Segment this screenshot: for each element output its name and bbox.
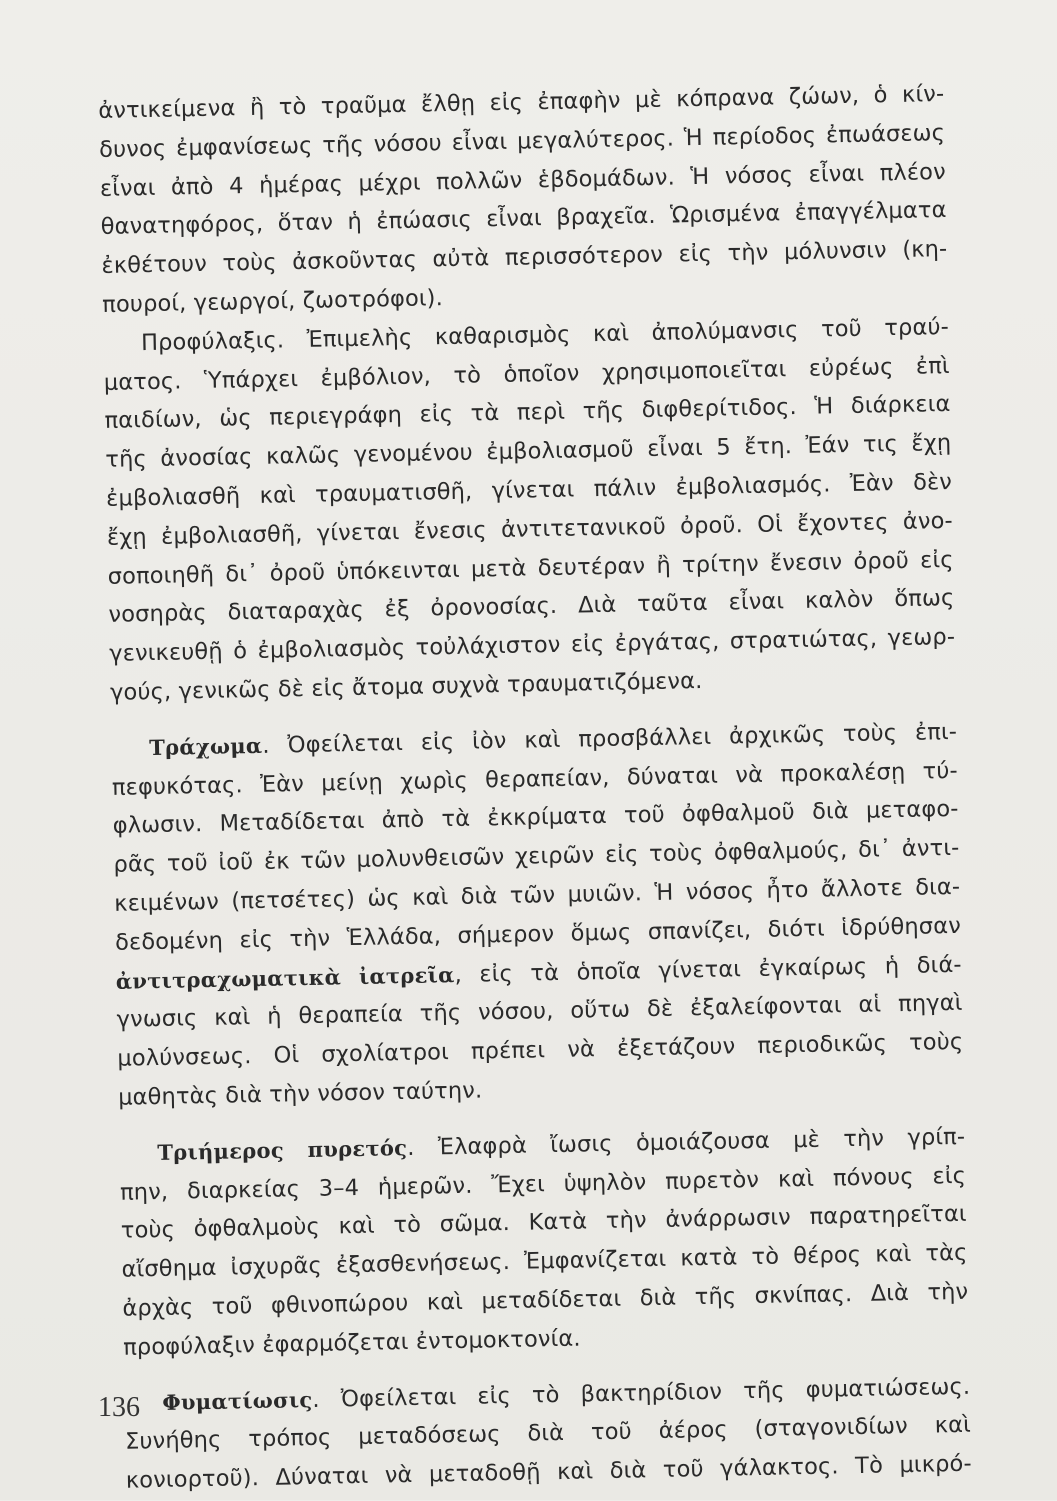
- text-run: τῆς ἀνοσίας καλῶς γενομένου ἐμβολιασμοῦ εἶναι 5 ἔτη. Ἐάν τις ἔχῃ: [105, 430, 952, 474]
- text-run: δεδομένη εἰς τὴν Ἑλλάδα, σήμερον ὅμως σπανίζει, διότι ἱδρύθησαν: [114, 912, 962, 956]
- text-run: τοὺς ὀφθαλμοὺς καὶ τὸ σῶμα. Κατὰ τὴν ἀνάρρωσιν παρατηρεῖται: [120, 1201, 967, 1245]
- text-run: ματος. Ὑπάρχει ἐμβόλιον, τὸ ὁποῖον χρησιμοποιεῖται εὐρέως ἐπὶ: [103, 352, 950, 396]
- section-heading: Τράχωμα: [148, 732, 263, 760]
- text-run: ἐμβολιασθῆ καὶ τραυματισθῆ, γίνεται πάλιν ἐμβολιασμός. Ἐὰν δὲν: [105, 468, 953, 512]
- text-run: μολύνσεως. Οἱ σχολίατροι πρέπει νὰ ἐξετάζουν περιοδικῶς τοὺς: [117, 1028, 964, 1072]
- text-run: προφύλαξιν ἐφαρμόζεται ἐντομοκτονία.: [122, 1325, 581, 1361]
- text-run: φλωσιν. Μεταδίδεται ἀπὸ τὰ ἐκκρίματα τοῦ ὀφθαλμοῦ διὰ μεταφο-: [112, 796, 959, 840]
- text-run: , εἰς τὰ ὁποῖα γίνεται ἐγκαίρως ἡ διά-: [454, 951, 962, 988]
- text-run: ρᾶς τοῦ ἰοῦ ἐκ τῶν μολυνθεισῶν χειρῶν εἰς τοὺς ὀφθαλμούς, δι᾽ ἀντι-: [113, 835, 960, 878]
- text-run: κονιορτοῦ). Δύναται νὰ μεταδοθῇ καὶ διὰ τοῦ γάλακτος. Τὸ μικρό-: [125, 1450, 972, 1494]
- section-heading: Φυματίωσις: [162, 1386, 313, 1415]
- text-run: . Ὀφείλεται εἰς τὸ βακτηρίδιον τῆς φυματιώσεως.: [312, 1373, 971, 1413]
- text-run: παιδίων, ὡς περιεγράφη εἰς τὰ περὶ τῆς διφθερίτιδος. Ἡ διάρκεια: [104, 391, 951, 435]
- text-run: πην, διαρκείας 3–4 ἡμερῶν. Ἔχει ὑψηλὸν πυρετὸν καὶ πόνους εἰς: [119, 1162, 967, 1206]
- text-run: γούς, γενικῶς δὲ εἰς ἄτομα συχνὰ τραυματιζόμενα.: [109, 667, 703, 706]
- text-run: δυνος ἐμφανίσεως τῆς νόσου εἶναι μεγαλύτερος. Ἡ περίοδος ἐπωάσεως: [98, 119, 946, 163]
- text-run: πεφυκότας. Ἐὰν μείνῃ χωρὶς θεραπείαν, δύναται νὰ προκαλέσῃ τύ-: [111, 757, 959, 801]
- text-run: . Ὀφείλεται εἰς ἰὸν καὶ προσβάλλει ἀρχικῶς τοὺς ἐπι-: [262, 718, 958, 759]
- text-run: αἴσθημα ἰσχυρᾶς ἐξασθενήσεως. Ἐμφανίζεται κατὰ τὸ θέρος καὶ τὰς: [121, 1239, 968, 1283]
- text-run: γενικευθῇ ὁ ἐμβολιασμὸς τοὐλάχιστον εἰς ἐργάτας, στρατιώτας, γεωρ-: [109, 624, 956, 668]
- text-run: εἶναι ἀπὸ 4 ἡμέρας μέχρι πολλῶν ἑβδομάδων. Ἡ νόσος εἶναι πλέον: [99, 158, 947, 202]
- text-run: ἀντικείμενα ἢ τὸ τραῦμα ἔλθῃ εἰς ἐπαφὴν μὲ κόπρανα ζώων, ὁ κίν-: [98, 81, 945, 124]
- text-run: κειμένων (πετσέτες) ὡς καὶ διὰ τῶν μυιῶν. Ἡ νόσος ἦτο ἄλλοτε δια-: [114, 873, 961, 917]
- text-run: ἀρχὰς τοῦ φθινοπώρου καὶ μεταδίδεται διὰ τῆς σκνίπας. Διὰ τὴν: [122, 1278, 969, 1322]
- text-run: . Ἐλαφρὰ ἴωσις ὁμοιάζουσα μὲ τὴν γρίπ-: [406, 1123, 966, 1161]
- page-number: 136: [98, 1392, 140, 1423]
- text-run: ἐκθέτουν τοὺς ἀσκοῦντας αὐτὰ περισσότερον εἰς τὴν μόλυνσιν (κη-: [101, 236, 948, 280]
- text-run: γνωσις καὶ ἡ θεραπεία τῆς νόσου, οὕτω δὲ ἐξαλείφονται αἱ πηγαὶ: [116, 990, 963, 1034]
- text-run: θανατηφόρος, ὅταν ἡ ἐπώασις εἶναι βραχεῖα. Ὡρισμένα ἐπαγγέλματα: [100, 197, 947, 241]
- text-run: σοποιηθῆ δι᾽ ὀροῦ ὑπόκεινται μετὰ δευτέραν ἢ τρίτην ἔνεσιν ὀροῦ εἰς: [107, 546, 954, 590]
- section-heading: ἀντιτραχωματικὰ ἰατρεῖα: [115, 961, 455, 994]
- section-heading: Τριήμερος πυρετός: [157, 1134, 408, 1165]
- page-text: [98, 75, 972, 1501]
- text-run: πουροί, γεωργοί, ζωοτρόφοι).: [102, 285, 444, 318]
- text-run: Συνήθης τρόπος μεταδόσεως διὰ τοῦ ἀέρος (σταγονιδίων καὶ: [124, 1412, 972, 1456]
- text-run: νοσηρὰς διαταραχὰς ἐξ ὀρονοσίας. Διὰ ταῦτα εἶναι καλὸν ὅπως: [108, 585, 955, 629]
- text-run: ἔχῃ ἐμβολιασθῆ, γίνεται ἔνεσις ἀντιτετανικοῦ ὀροῦ. Οἱ ἔχοντες ἀνο-: [106, 507, 954, 551]
- text-run: Προφύλαξις. Ἐπιμελὴς καθαρισμὸς καὶ ἀπολύμανσις τοῦ τραύ-: [140, 313, 950, 356]
- text-run: μαθητὰς διὰ τὴν νόσον ταύτην.: [117, 1077, 483, 1111]
